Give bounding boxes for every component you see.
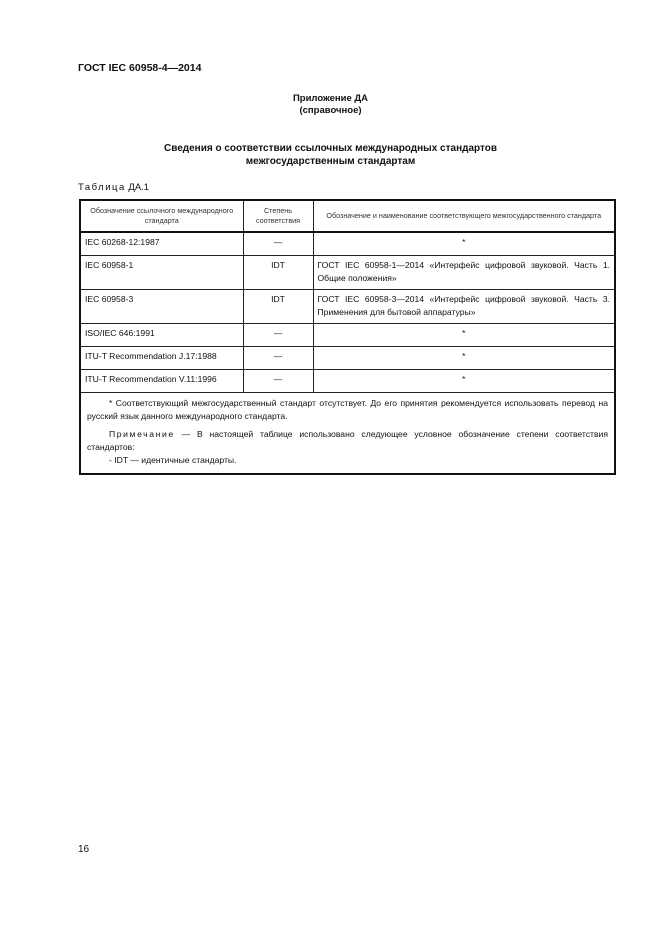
- table-caption-label: Таблица: [78, 182, 126, 193]
- document-code: ГОСТ IEC 60958-4—2014: [78, 62, 202, 74]
- table-row: [80, 324, 615, 347]
- cell-national: *: [313, 324, 615, 347]
- cell-national: *: [313, 370, 615, 393]
- annex-title: Приложение ДА: [292, 93, 369, 104]
- header-international-standard: Обозначение ссылочного международного стандарта: [80, 200, 243, 232]
- correspondence-table: [79, 199, 616, 475]
- table-row: [80, 232, 615, 256]
- note-paragraph: [87, 428, 608, 454]
- cell-reference: ITU-T Recommendation J.17:1988: [80, 347, 243, 370]
- page-number: 16: [78, 844, 90, 855]
- cell-degree: —: [243, 324, 313, 347]
- annex-subtitle: (справочное): [299, 105, 362, 116]
- cell-reference: IEC 60268-12:1987: [80, 232, 243, 256]
- cell-national: *: [313, 347, 615, 370]
- section-title-line2: межгосударственным стандартам: [245, 156, 416, 167]
- note-text: — В настоящей таблице использовано следующее условное обозначение степени соответствия стандартов:: [87, 429, 609, 452]
- table-caption-number: ДА.1: [128, 182, 150, 193]
- cell-national: ГОСТ IEC 60958-3—2014 «Интерфейс цифровой звуковой. Часть 3. Применения для бытовой аппаратуры»: [313, 290, 615, 324]
- table-row: [80, 370, 615, 393]
- cell-degree: —: [243, 347, 313, 370]
- note-item: - IDT — идентичные стандарты.: [109, 455, 237, 465]
- table-notes: [80, 393, 615, 475]
- cell-degree: IDT: [243, 290, 313, 324]
- table-row: [80, 347, 615, 370]
- table-header-row: [80, 200, 615, 232]
- section-title-line1: Сведения о соответствии ссылочных международных стандартов: [163, 143, 498, 154]
- cell-reference: ITU-T Recommendation V.11:1996: [80, 370, 243, 393]
- footnote: * Соответствующий межгосударственный стандарт отсутствует. До его принятия рекомендуется использовать перевод на русский язык данного международного стандарта.: [87, 398, 608, 421]
- cell-reference: IEC 60958-3: [80, 290, 243, 324]
- cell-degree: —: [243, 370, 313, 393]
- cell-reference: IEC 60958-1: [80, 256, 243, 290]
- section-title: [0, 142, 661, 168]
- cell-national: *: [313, 232, 615, 256]
- header-degree: Степень соответствия: [243, 200, 313, 232]
- note-label: Примечание: [109, 429, 175, 439]
- header-interstate-standard: Обозначение и наименование соответствующего межгосударственного стандарта: [313, 200, 615, 232]
- table-caption: [78, 182, 149, 193]
- cell-reference: ISO/IEC 646:1991: [80, 324, 243, 347]
- table-notes-row: [80, 393, 615, 475]
- table-row: [80, 290, 615, 324]
- table-row: [80, 256, 615, 290]
- annex-heading: [0, 93, 661, 117]
- cell-degree: —: [243, 232, 313, 256]
- cell-national: ГОСТ IEC 60958-1—2014 «Интерфейс цифровой звуковой. Часть 1. Общие положения»: [313, 256, 615, 290]
- cell-degree: IDT: [243, 256, 313, 290]
